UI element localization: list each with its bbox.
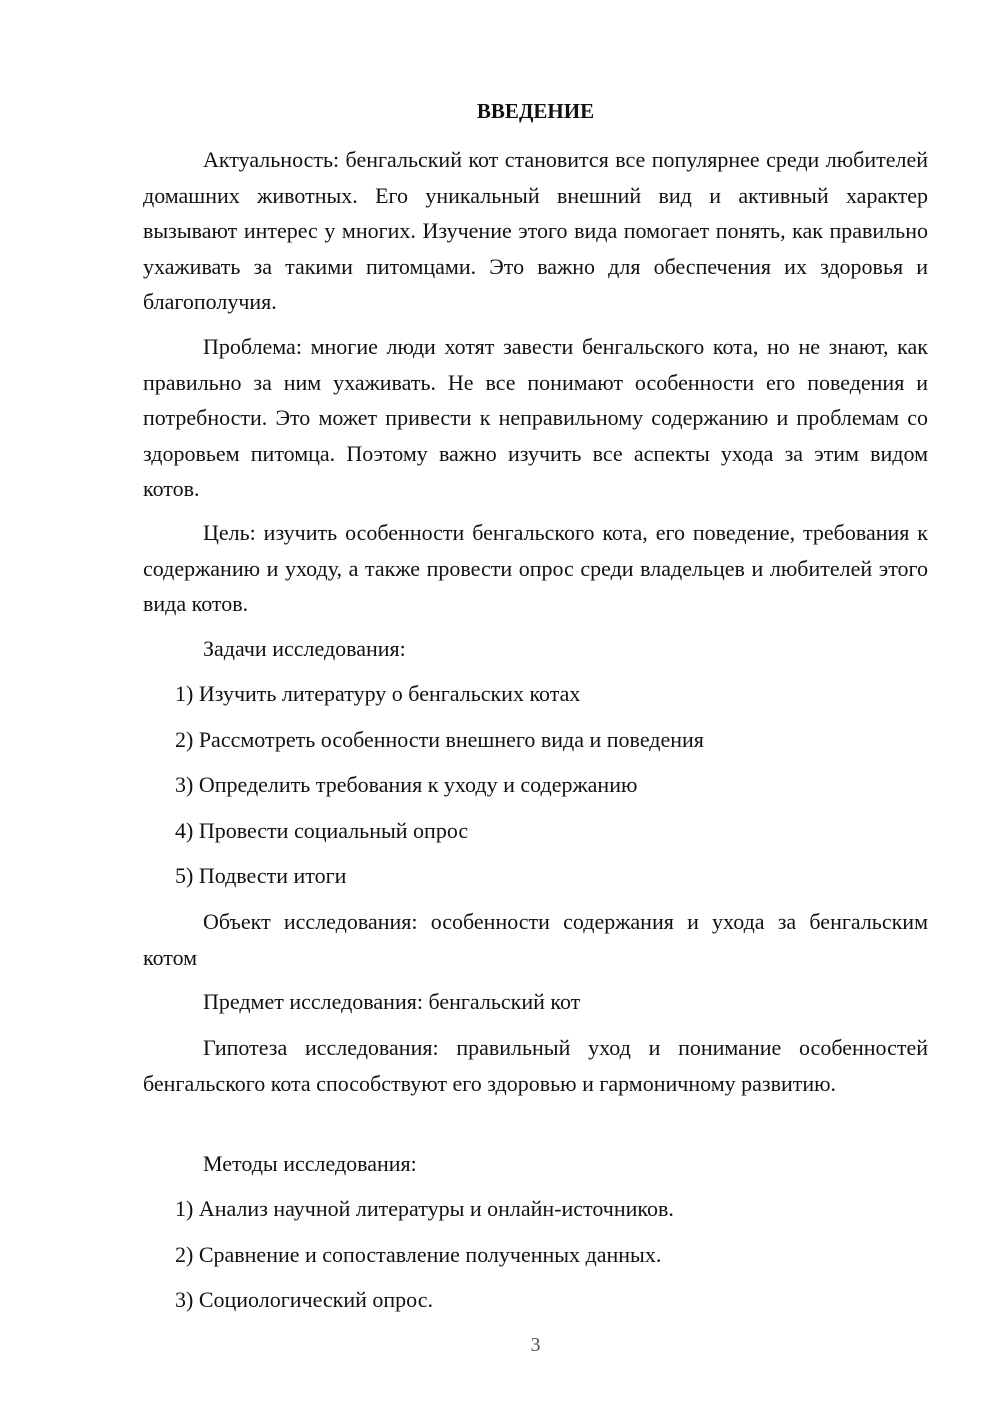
goal-paragraph: Цель: изучить особенности бенгальского кота, его поведение, требования к содержанию и уходу, а также провести опрос среди владельцев и любителей этого вида котов. [143, 520, 928, 616]
document-page [143, 0, 928, 1414]
tasks-heading: Задачи исследования: [203, 636, 406, 661]
object-paragraph: Объект исследования: особенности содержания и ухода за бенгальским котом [143, 909, 928, 970]
page-title: ВВЕДЕНИЕ [476, 99, 595, 123]
task-item: 5) Подвести итоги [175, 863, 347, 888]
method-item: 1) Анализ научной литературы и онлайн-источников. [175, 1196, 674, 1221]
subject-paragraph: Предмет исследования: бенгальский кот [203, 989, 581, 1014]
hypothesis-paragraph: Гипотеза исследования: правильный уход и понимание особенностей бенгальского кота способствуют его здоровью и гармоничному развитию. [143, 1035, 928, 1096]
task-item: 1) Изучить литературу о бенгальских котах [175, 681, 581, 706]
relevance-paragraph: Актуальность: бенгальский кот становится все популярнее среди любителей домашних животных. Его уникальный внешний вид и активный характер вызывают интерес у многих. Изучение этого вида помогает понять, как правильно ухаживать за такими питомцами. Это важно для обеспечения их здоровья и благополучия. [143, 147, 928, 314]
problem-paragraph: Проблема: многие люди хотят завести бенгальского кота, но не знают, как правильно за ним ухаживать. Не все понимают особенности его поведения и потребности. Это может привести к неправильному содержанию и проблемам со здоровьем питомца. Поэтому важно изучить все аспекты ухода за этим видом котов. [143, 334, 928, 501]
method-item: 3) Социологический опрос. [175, 1287, 433, 1312]
task-item: 4) Провести социальный опрос [175, 818, 469, 843]
task-item: 2) Рассмотреть особенности внешнего вида и поведения [175, 727, 704, 752]
method-item: 2) Сравнение и сопоставление полученных данных. [175, 1242, 662, 1267]
page-number: 3 [530, 1334, 541, 1356]
methods-heading: Методы исследования: [203, 1151, 417, 1176]
task-item: 3) Определить требования к уходу и содержанию [175, 772, 638, 797]
